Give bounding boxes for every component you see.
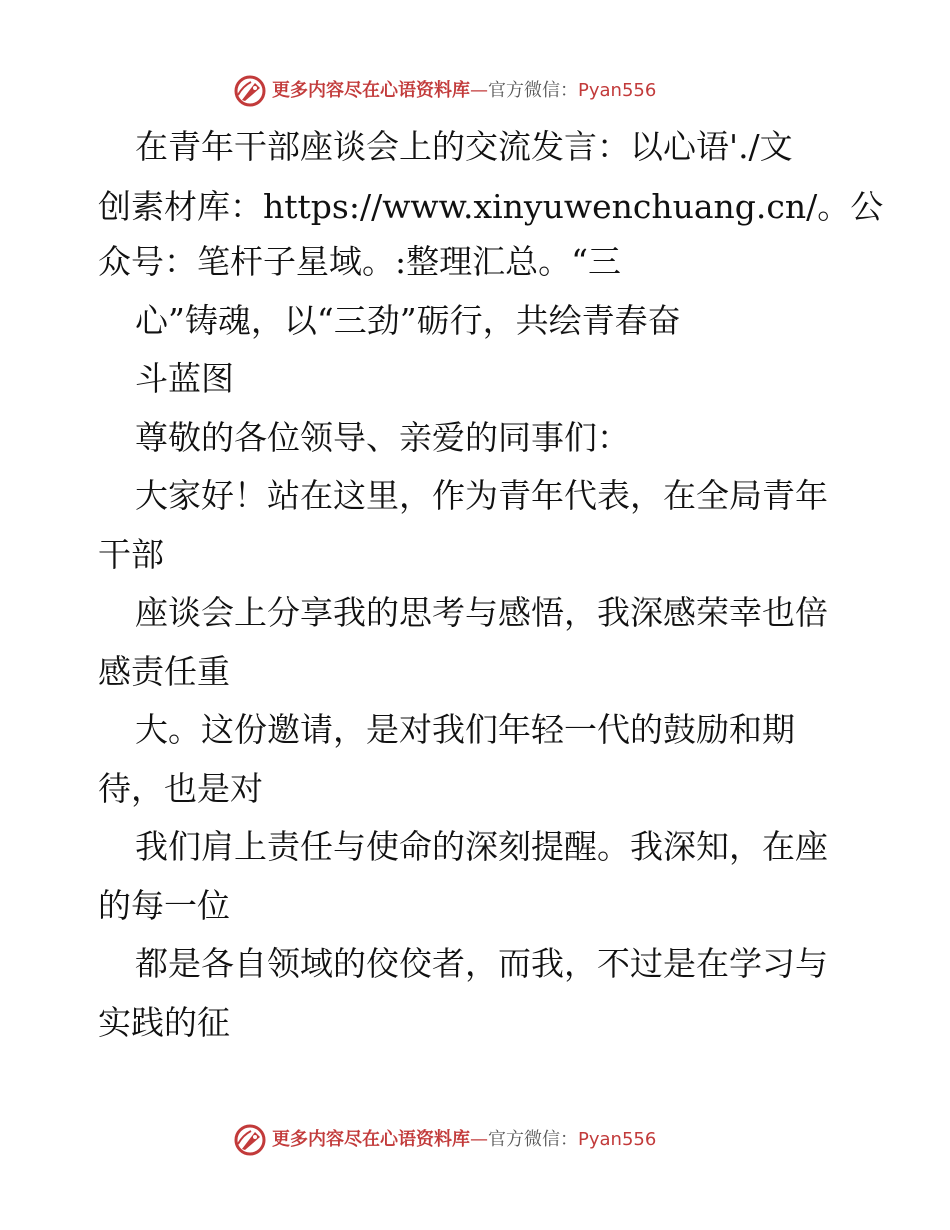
document-line: 座谈会上分享我的思考与感悟，我深感荣幸也倍 bbox=[135, 593, 828, 632]
banner-wechat-label: 官方微信： bbox=[488, 1129, 578, 1150]
document-line: 实践的征 bbox=[98, 1003, 230, 1042]
banner-wechat-label: 官方微信： bbox=[488, 80, 578, 101]
banner-brand: 更多内容尽在心语资料库 bbox=[272, 1129, 470, 1150]
banner-text bbox=[272, 80, 656, 102]
document-line: 众号：笔杆子星域。:整理汇总。“三 bbox=[98, 242, 621, 281]
banner-brand: 更多内容尽在心语资料库 bbox=[272, 80, 470, 101]
pen-nib-icon bbox=[233, 74, 267, 108]
document-line: 大。这份邀请，是对我们年轻一代的鼓励和期 bbox=[135, 710, 795, 749]
document-line: 干部 bbox=[98, 535, 164, 574]
document-line: 都是各自领域的佼佼者，而我，不过是在学习与 bbox=[135, 944, 828, 983]
banner-dash: — bbox=[470, 80, 488, 101]
document-line: 斗蓝图 bbox=[135, 359, 234, 398]
banner-dash: — bbox=[470, 1129, 488, 1150]
document-line: 的每一位 bbox=[98, 886, 230, 925]
document-line: 心”铸魂，以“三劲”砺行，共绘青春奋 bbox=[135, 301, 681, 340]
document-line: 创素材库：https://www.xinyuwenchuang.cn/。公 bbox=[98, 187, 884, 226]
header-banner bbox=[0, 71, 950, 111]
document-line: 尊敬的各位领导、亲爱的同事们： bbox=[135, 418, 630, 457]
document-line: 我们肩上责任与使命的深刻提醒。我深知，在座 bbox=[135, 827, 828, 866]
banner-text bbox=[272, 1129, 656, 1151]
document-line: 感责任重 bbox=[98, 652, 230, 691]
document-line: 在青年干部座谈会上的交流发言：以心语'./文 bbox=[135, 127, 793, 166]
document-line: 待，也是对 bbox=[98, 769, 263, 808]
banner-wechat-id: Pyan556 bbox=[578, 80, 657, 101]
document-line: 大家好！站在这里，作为青年代表，在全局青年 bbox=[135, 476, 828, 515]
banner-wechat-id: Pyan556 bbox=[578, 1129, 657, 1150]
pen-nib-icon bbox=[233, 1123, 267, 1157]
footer-banner bbox=[0, 1120, 950, 1160]
